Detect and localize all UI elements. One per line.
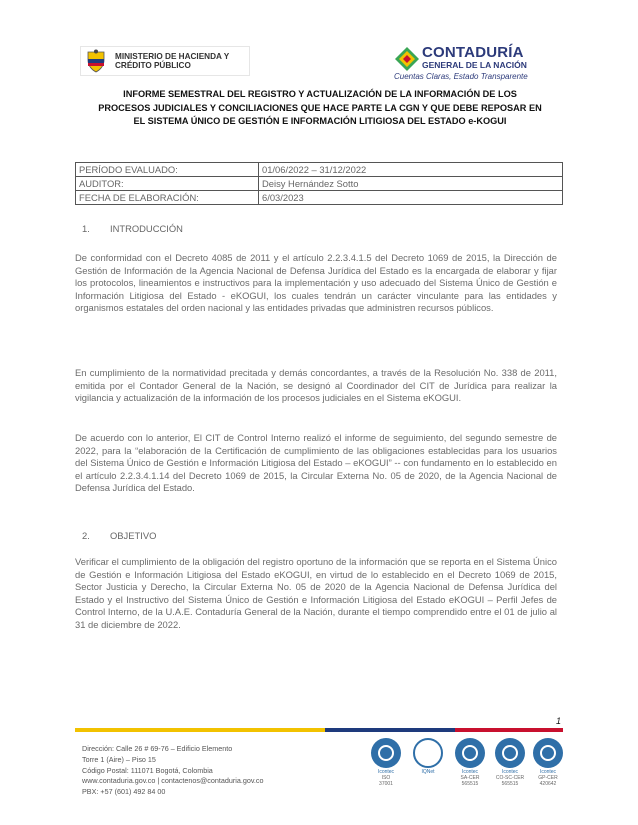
paragraph: De conformidad con el Decreto 4085 de 2011 y el artículo 2.2.3.4.1.5 del Decreto 1069 de 2015, la Dirección de Gestión de Información de la Agencia Nacional de Defensa Jurídica del Estado es la encargada de elaborar y fijar los protocolos, lineamientos e instructivos para la implementación y uso adecuado del Sistema Único de Gestión e Información Litigiosa del Estado - eKOGUI, los cuales tendrán un carácter vinculante para las entidades y organismos estatales del orden nacional y las entidades privadas que administren recursos públicos. (75, 252, 557, 314)
contaduria-logo (394, 44, 544, 84)
title-line: EL SISTEMA ÚNICO DE GESTIÓN E INFORMACIÓN LITIGIOSA DEL ESTADO e-KOGUI (133, 116, 507, 127)
certification-badge (370, 738, 402, 787)
certification-label: Icontec (377, 769, 395, 775)
ministry-name (115, 52, 229, 70)
meta-row (76, 177, 563, 191)
title-line: INFORME SEMESTRAL DEL REGISTRO Y ACTUALIZACIÓN DE LA INFORMACIÓN DE LOS (123, 89, 517, 99)
certification-badge (494, 738, 526, 787)
certification-seal-icon (533, 738, 563, 768)
certification-code: 565515 (461, 781, 479, 787)
footer-line: Código Postal: 111071 Bogotá, Colombia (82, 765, 213, 775)
section-title: INTRODUCCIÓN (110, 223, 183, 234)
certification-badge (412, 738, 444, 775)
certification-code: GP-CER (538, 775, 558, 781)
certification-code: 565515 (501, 781, 519, 787)
footer-contact (82, 744, 264, 798)
ministry-line-2: CRÉDITO PÚBLICO (115, 61, 191, 70)
footer-line: www.contaduria.gov.co | contactenos@contaduria.gov.co (82, 776, 264, 786)
certification-code: 37001 (379, 781, 393, 787)
paragraph: Verificar el cumplimiento de la obligación del registro oportuno de la información que se reporta en el Sistema Único de Gestión e Información Litigiosa del Estado eKOGUI, en virtud de lo establecido en el Decreto 1069 de 2015, Sector Justicia y Derecho, la Circular Externa No. 05 de 2020 de la Agencia Nacional de Defensa Jurídica del Estado y el Instructivo del Sistema Único de Gestión e Información Litigiosa del Estado eKOGUI – Perfil Jefes de Control Interno, de la U.A.E. Contaduría General de la Nación, durante el tiempo comprendido entre el 01 de julio al 31 de diciembre de 2022. (75, 556, 557, 630)
certification-label: Icontec (461, 769, 479, 775)
certification-label: IQNet (421, 769, 435, 775)
contaduria-slogan: Cuentas Claras, Estado Transparente (394, 72, 528, 81)
paragraph: De acuerdo con lo anterior, El CIT de Control Interno realizó el informe de seguimiento, del segundo semestre de 2022, para la “elaboración de la Certificación de cumplimiento de las obligaciones establecidas para los usuarios del Sistema Único de Gestión e Información Litigiosa del Estado – eKOGUI” -- con fundamento en lo establecido en el artículo 2.2.3.4.1.14 del Decreto 1069 de 2015, la Circular Externa No. 05 de 2020, de la Agencia Nacional de Defensa Jurídica del Estado. (75, 432, 557, 494)
section-heading-introduccion (82, 223, 183, 234)
section-number: 1. (82, 223, 90, 234)
contaduria-subtitle: GENERAL DE LA NACIÓN (422, 60, 527, 70)
ministry-line-1: MINISTERIO DE HACIENDA Y (115, 52, 230, 61)
footer-bar-yellow (75, 728, 325, 732)
footer-bar-navy (325, 728, 455, 732)
certification-code: ISO (381, 775, 391, 781)
certification-badge (454, 738, 486, 787)
certification-code: 420642 (539, 781, 557, 787)
footer-line: Dirección: Calle 26 # 69-76 – Edificio Elemento (82, 744, 233, 753)
footer-bar-red (455, 728, 563, 732)
section-number: 2. (82, 530, 90, 541)
certification-code: SA-CER (460, 775, 480, 781)
meta-value: 01/06/2022 – 31/12/2022 (259, 163, 563, 177)
certification-seal-icon (371, 738, 401, 768)
iqnet-seal-icon (413, 738, 443, 768)
contaduria-name: CONTADURÍA (422, 44, 524, 61)
meta-value: Deisy Hernández Sotto (259, 177, 563, 191)
footer-line: Torre 1 (Aire) – Piso 15 (82, 754, 156, 764)
page-number: 1 (556, 716, 562, 726)
report-meta-table (75, 162, 563, 205)
certification-label: Icontec (539, 769, 557, 775)
certification-seal-icon (495, 738, 525, 768)
meta-key: PERÍODO EVALUADO: (76, 163, 259, 177)
certification-seal-icon (455, 738, 485, 768)
section-heading-objetivo (82, 530, 156, 541)
meta-row (76, 163, 563, 177)
footer-line: PBX: +57 (601) 492 84 00 (82, 787, 166, 797)
title-line: PROCESOS JUDICIALES Y CONCILIACIONES QUE HACE PARTE LA CGN Y QUE DEBE REPOSAR EN (98, 102, 542, 113)
paragraph: En cumplimiento de la normatividad precitada y demás concordantes, a través de la Resolución No. 338 de 2011, emitida por el Contador General de la Nación, se designó al Coordinador del CIT de Jurídica para realizar la vigilancia y actualización de la información de los procesos judiciales en el Sistema eKOGUI. (75, 367, 557, 404)
certification-badges (364, 738, 564, 808)
meta-key: AUDITOR: (76, 177, 259, 191)
certification-code: CO-SC-CER (495, 775, 525, 781)
section-title: OBJETIVO (110, 530, 157, 541)
contaduria-mark-icon (394, 46, 420, 72)
meta-value: 6/03/2023 (259, 191, 563, 205)
ministry-logo (80, 46, 250, 76)
coat-of-arms-icon (85, 49, 107, 73)
meta-key: FECHA DE ELABORACIÓN: (76, 191, 259, 205)
certification-label: Icontec (501, 769, 519, 775)
document-title (72, 88, 568, 129)
meta-row (76, 191, 563, 205)
certification-badge (532, 738, 564, 787)
